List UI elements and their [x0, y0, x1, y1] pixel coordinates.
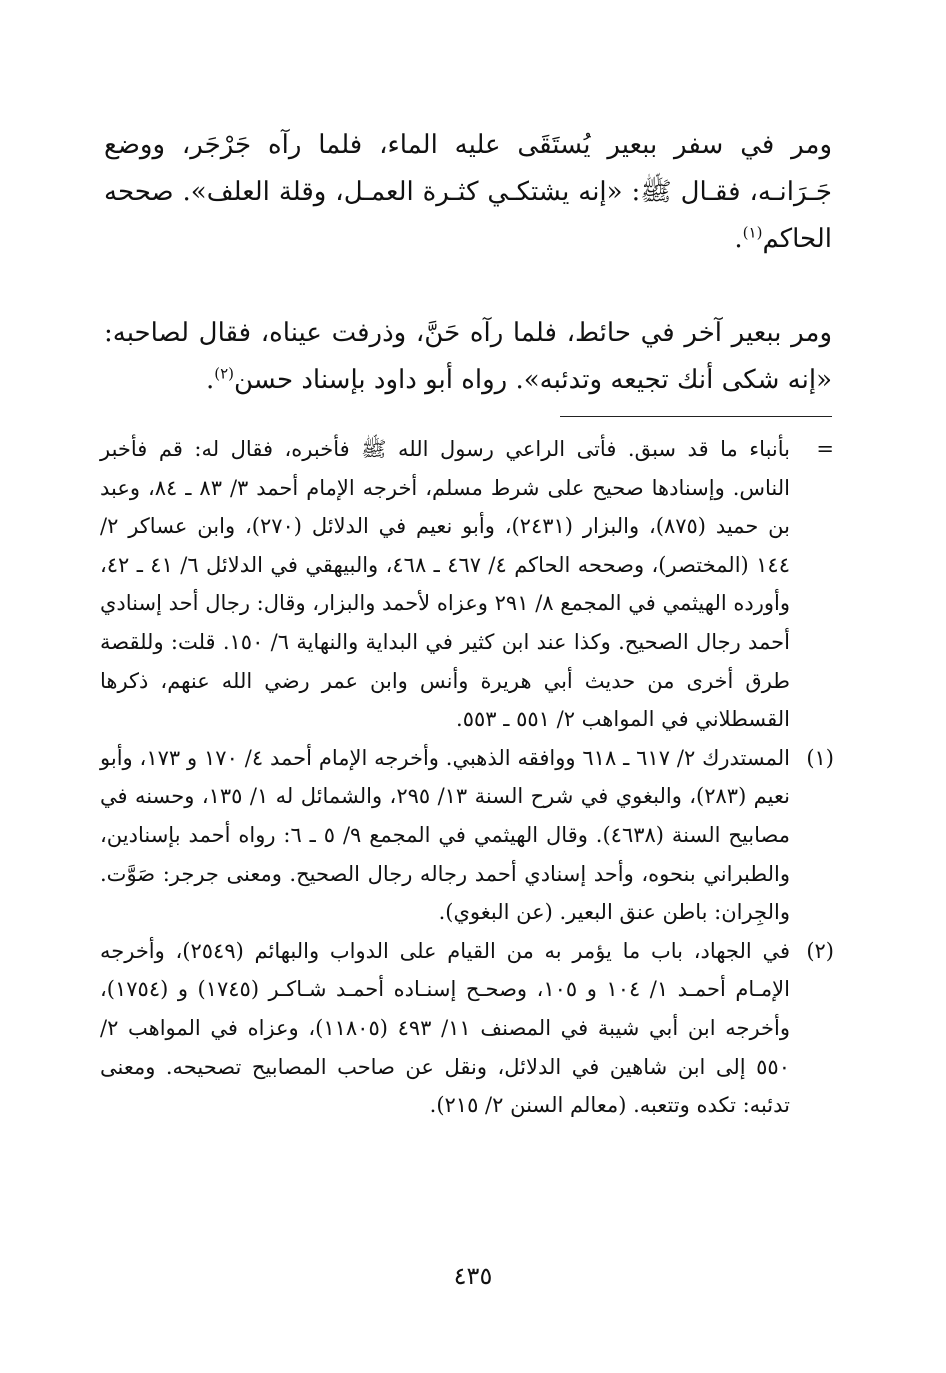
paragraph-1-text: ومر في سفر ببعير يُستَقَى عليه الماء، فلما رآه جَرْجَر، ووضع جَـرَانـه، فقـال ﷺ: «إنه يشتكـي كثـرة العمـل، وقلة العلف». صححه الحاكم — [104, 130, 832, 254]
paragraph-1-tail: . — [734, 224, 743, 254]
footnote-ref-2[interactable]: (٢) — [214, 364, 234, 383]
footnote-divider — [560, 416, 832, 417]
footnote-text: المستدرك ٢/ ٦١٧ ـ ٦١٨ ووافقه الذهبي. وأخرجه الإمام أحمد ٤/ ١٧٠ و ١٧٣، وأبو نعيم (٢٨٣)، والبغوي في شرح السنة ١٣/ ٢٩٥، والشمائل له ١/ ١٣٥، وحسنه في مصابيح السنة (٤٦٣٨). وقال الهيثمي في المجمع ٩/ ٥ ـ ٦: رواه أحمد بإسنادين، والطبراني بنحوه، وأحد إسنادي أحمد رجاله رجال الصحيح. ومعنى جرجر: صَوَّت. والجِران: باطن عنق البعير. (عن البغوي). — [100, 745, 790, 925]
footnote-marker: (١) — [806, 745, 834, 770]
footnote-2 — [100, 932, 834, 1125]
footnote-1 — [100, 739, 834, 932]
footnotes-section — [100, 430, 834, 1125]
footnote-ref-1[interactable]: (١) — [742, 223, 763, 242]
footnote-marker: (٢) — [806, 938, 834, 963]
main-paragraph-1 — [104, 122, 832, 263]
main-paragraph-2 — [104, 310, 832, 404]
page-number: ٤٣٥ — [453, 1262, 493, 1290]
paragraph-2-tail: . — [205, 365, 215, 395]
footnote-text: في الجهاد، باب ما يؤمر به من القيام على الدواب والبهائم (٢٥٤٩)، وأخرجه الإمـام أحمـد ١/ ١٠٤ و ١٠٥، وصحـح إسنـاده أحمـد شـاكـر (١٧٤٥) و (١٧٥٤)، وأخرجه ابن أبي شيبة في المصنف ١١/ ٤٩٣ (١١٨٠٥)، وعزاه في المواهب ٢/ ٥٥٠ إلى ابن شاهين في الدلائل، ونقل عن صاحب المصابيح تصحيحه. ومعنى تدئبه: تكده وتتعبه. (معالم السنن ٢/ ٢١٥). — [100, 938, 790, 1118]
footnote-marker: = — [816, 437, 834, 461]
footnote-continuation — [100, 430, 834, 739]
footnote-text: بأنباء ما قد سبق. فأتى الراعي رسول الله ﷺ فأخبره، فقال له: قم فأخبر الناس. وإسنادها صحيح على شرط مسلم، أخرجه الإمام أحمد ٣/ ٨٣ ـ ٨٤، وعبد بن حميد (٨٧٥)، والبزار (٢٤٣١)، وأبو نعيم في الدلائل (٢٧٠)، وابن عساكر ٢/ ١٤٤ (المختصر)، وصححه الحاكم ٤/ ٤٦٧ ـ ٤٦٨، والبيهقي في الدلائل ٦/ ٤١ ـ ٤٢، وأورده الهيثمي في المجمع ٨/ ٢٩١ وعزاه لأحمد والبزار، وقال: رجال أحد إسنادي أحمد رجال الصحيح. وكذا عند ابن كثير في البداية والنهاية ٦/ ١٥٠. قلت: وللقصة طرق أخرى من حديث أبي هريرة وأنس وابن عمر رضي الله عنهم، ذكرها القسطلاني في المواهب ٢/ ٥٥١ ـ ٥٥٣. — [100, 437, 791, 732]
paragraph-2-text: ومر ببعير آخر في حائط، فلما رآه حَنَّ، وذرفت عيناه، فقال لصاحبه: «إنه شكى أنك تجيعه وتدئبه». رواه أبو داود بإسناد حسن — [104, 318, 832, 395]
